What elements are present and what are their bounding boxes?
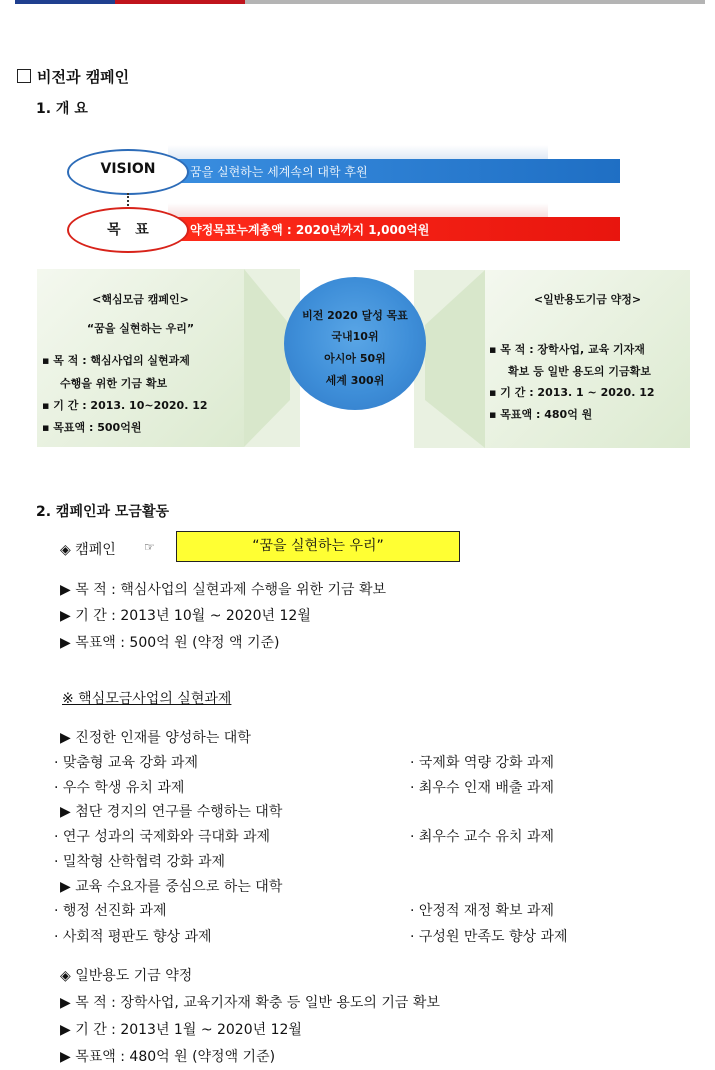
center-line-3: 아시아 50위	[324, 352, 386, 365]
task-heading-2: ▶ 첨단 경지의 연구를 수행하는 대학	[60, 804, 283, 820]
right-item-3: ▪ 목표액 : 480억 원	[489, 408, 593, 421]
center-line-2: 국내10위	[331, 330, 379, 343]
left-item-1-cont: 수행을 위한 기금 확보	[60, 377, 168, 390]
right-item-1-cont: 확보 등 일반 용도의 기금확보	[508, 365, 651, 378]
task-item: · 사회적 평판도 향상 과제	[54, 929, 212, 945]
left-item-1: ▪ 목 적 : 핵심사업의 실현과제	[42, 354, 190, 367]
campaign-detail-amount: ▶ 목표액 : 500억 원 (약정 액 기준)	[60, 635, 280, 651]
task-item: · 밀착형 산학협력 강화 과제	[54, 854, 226, 870]
diamond-bullet-icon: ◈	[60, 542, 71, 558]
goal-label: 목 표	[107, 222, 149, 238]
campaign-label-row	[60, 539, 116, 559]
task-item: · 최우수 인재 배출 과제	[410, 780, 554, 796]
campaign-detail-period: ▶ 기 간 : 2013년 10월 ~ 2020년 12월	[60, 608, 311, 624]
tasks-note: ※ 핵심모금사업의 실현과제	[62, 691, 232, 707]
task-item: · 최우수 교수 유치 과제	[410, 829, 554, 845]
task-item: · 국제화 역량 강화 과제	[410, 755, 554, 771]
general-fund-title: ◈ 일반용도 기금 약정	[60, 968, 193, 984]
task-item: · 맞춤형 교육 강화 과제	[54, 755, 198, 771]
vision-text: 꿈을 실현하는 세계속의 대학 후원	[190, 165, 368, 179]
task-heading-3: ▶ 교육 수요자를 중심으로 하는 대학	[60, 879, 283, 895]
campaign-label: 캠페인	[75, 542, 116, 558]
campaign-slogan-box: “꿈을 실현하는 우리”	[176, 531, 460, 562]
vision-label: VISION	[100, 161, 156, 177]
right-panel-title: <일반용도기금 약정>	[533, 293, 642, 306]
task-item: · 행정 선진화 과제	[54, 903, 167, 919]
left-item-2: ▪ 기 간 : 2013. 10~2020. 12	[42, 399, 208, 412]
general-detail-period: ▶ 기 간 : 2013년 1월 ~ 2020년 12월	[60, 1022, 302, 1038]
task-item: · 안정적 재정 확보 과제	[410, 903, 554, 919]
general-detail-amount: ▶ 목표액 : 480억 원 (약정액 기준)	[60, 1049, 276, 1065]
task-item: · 우수 학생 유치 과제	[54, 780, 185, 796]
left-item-3: ▪ 목표액 : 500억원	[42, 421, 142, 434]
task-item: · 구성원 만족도 향상 과제	[410, 929, 568, 945]
goal-text: 약정목표누계총액 : 2020년까지 1,000억원	[190, 223, 430, 237]
subsection-overview: 1. 개 요	[36, 101, 88, 117]
section-title: 비전과 캠페인	[17, 66, 129, 87]
campaign-detail-purpose: ▶ 목 적 : 핵심사업의 실현과제 수행을 위한 기금 확보	[60, 582, 387, 598]
task-heading-1: ▶ 진정한 인재를 양성하는 대학	[60, 730, 251, 746]
left-panel-slogan: “꿈을 실현하는 우리”	[86, 322, 195, 335]
pointing-hand-icon: ☞	[144, 540, 155, 554]
center-line-1: 비전 2020 달성 목표	[302, 309, 408, 322]
right-item-2: ▪ 기 간 : 2013. 1 ~ 2020. 12	[489, 386, 655, 399]
right-item-1: ▪ 목 적 : 장학사업, 교육 기자재	[489, 343, 645, 356]
left-panel-title: <핵심모금 캠페인>	[92, 293, 189, 306]
general-detail-purpose: ▶ 목 적 : 장학사업, 교육기자재 확충 등 일반 용도의 기금 확보	[60, 995, 440, 1011]
center-line-4: 세계 300위	[325, 374, 385, 387]
task-item: · 연구 성과의 국제화와 극대화 과제	[54, 829, 271, 845]
subsection-campaign: 2. 캠페인과 모금활동	[36, 504, 169, 520]
